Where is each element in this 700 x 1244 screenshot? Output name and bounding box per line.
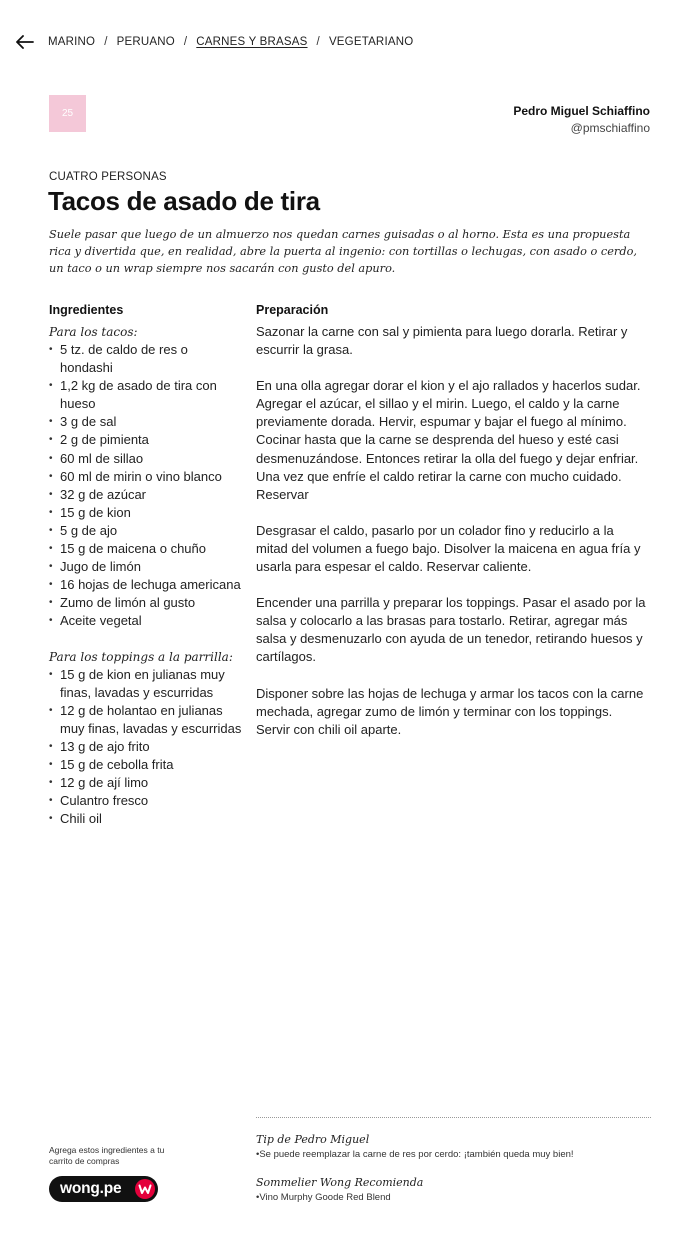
ingredient-item: • 60 ml de sillao xyxy=(49,450,244,468)
ingredient-item: • 1,2 kg de asado de tira con hueso xyxy=(49,377,244,413)
wong-cart-button[interactable] xyxy=(49,1176,158,1202)
sommelier-tip xyxy=(256,1176,651,1203)
preparation-heading: Preparación xyxy=(256,303,329,317)
author-name: Pedro Miguel Schiaffino xyxy=(513,104,650,118)
ingredient-item: • 12 g de holantao en julianas muy finas, lavadas y escurridas xyxy=(49,702,244,738)
ingredient-item: • 15 g de kion xyxy=(49,504,244,522)
wong-logo-text: wong.pe xyxy=(60,1180,122,1197)
ingredient-item: • 60 ml de mirin o vino blanco xyxy=(49,468,244,486)
breadcrumb-separator: / xyxy=(183,36,188,48)
ingredient-item: • 12 g de ají limo xyxy=(49,774,244,792)
ingredient-item: • 15 g de cebolla frita xyxy=(49,756,244,774)
recipe-intro: Suele pasar que luego de un almuerzo nos quedan carnes guisadas o al horno. Esta es una propuesta rica y divertida que, en realidad, abre la puerta al ingenio: con tortillas o lechugas, con asado o cerdo, un taco o un wrap siempre nos sacarán con gusto del apuro. xyxy=(49,228,637,275)
ingredient-item: • Chili oil xyxy=(49,810,244,828)
breadcrumb xyxy=(48,36,413,48)
breadcrumb-vegetariano[interactable]: VEGETARIANO xyxy=(328,36,414,48)
ingredient-item: • Aceite vegetal xyxy=(49,612,244,630)
ingredient-list-toppings xyxy=(49,666,244,829)
servings-label: CUATRO PERSONAS xyxy=(49,171,167,183)
page-number-badge: 25 xyxy=(49,95,86,132)
ingredient-item: • Jugo de limón xyxy=(49,558,244,576)
arrow-left-icon[interactable] xyxy=(14,31,36,53)
ingredient-item: • Culantro fresco xyxy=(49,792,244,810)
sommelier-text: •Vino Murphy Goode Red Blend xyxy=(256,1192,391,1203)
recipe-title: Tacos de asado de tira xyxy=(48,186,320,216)
footer-divider xyxy=(256,1117,651,1118)
chef-tip xyxy=(256,1133,651,1160)
ingredient-item: • 13 g de ajo frito xyxy=(49,738,244,756)
preparation-step: Encender una parrilla y preparar los toppings. Pasar el asado por la salsa y colocarlo a las brasas para tostarlo. Retirar, agregar más salsa y desmenuzarlo con ayuda de un tenedor, retirando huesos y cartílagos. xyxy=(256,595,646,665)
top-nav xyxy=(14,30,413,54)
preparation-step: En una olla agregar dorar el kion y el ajo rallados y hacerlos sudar. Agregar el azúcar, el sillao y el mirin. Luego, el caldo y la carne previamente dorada. Hervir, espumar y bajar el fuego al mínimo. Cocinar hasta que la carne se desprenda del hueso y esté casi desmenuzándose. Entonces retirar la olla del fuego y dejar enfriar. Una vez que enfríe el caldo retirar la carne con mucho cuidado. Reservar xyxy=(256,378,641,502)
ingredients-section xyxy=(49,303,244,828)
ingredient-item: • 5 g de ajo xyxy=(49,522,244,540)
sommelier-heading: Sommelier Wong Recomienda xyxy=(256,1176,424,1189)
author-handle[interactable]: @pmschiaffino xyxy=(570,121,650,135)
breadcrumb-separator: / xyxy=(316,36,320,48)
ingredient-group-title: Para los tacos: xyxy=(49,325,138,339)
ingredients-heading: Ingredientes xyxy=(49,303,124,317)
ingredient-item: • 5 tz. de caldo de res o hondashi xyxy=(49,341,244,377)
breadcrumb-separator: / xyxy=(104,36,108,48)
tip-heading: Tip de Pedro Miguel xyxy=(256,1133,370,1146)
preparation-section xyxy=(256,303,648,757)
preparation-step: Sazonar la carne con sal y pimienta para luego dorarla. Retirar y escurrir la grasa. xyxy=(256,324,628,358)
ingredient-item: • Zumo de limón al gusto xyxy=(49,594,244,612)
tip-text: •Se puede reemplazar la carne de res por cerdo: ¡también queda muy bien! xyxy=(256,1149,574,1160)
breadcrumb-peruano[interactable]: PERUANO xyxy=(116,36,175,48)
preparation-step: Desgrasar el caldo, pasarlo por un colador fino y reducirlo a la mitad del volumen a fuego bajo. Disolver la maicena en agua fría y usarla para espesar el caldo. Reservar caliente. xyxy=(256,522,641,575)
ingredient-group-title: Para los toppings a la parrilla: xyxy=(49,649,233,664)
ingredient-item: • 15 g de maicena o chuño xyxy=(49,540,244,558)
preparation-step: Disponer sobre las hojas de lechuga y armar los tacos con la carne mechada, agregar zumo de limón y terminar con los toppings. Servir con chili oil aparte. xyxy=(256,685,644,737)
breadcrumb-marino[interactable]: MARINO xyxy=(48,36,96,48)
ingredient-item: • 15 g de kion en julianas muy finas, lavadas y escurridas xyxy=(49,666,244,702)
spacer xyxy=(49,631,244,648)
author-block xyxy=(513,104,650,135)
ingredient-item: • 2 g de pimienta xyxy=(49,431,244,449)
ingredient-item: • 32 g de azúcar xyxy=(49,486,244,504)
ingredient-item: • 16 hojas de lechuga americana xyxy=(49,576,244,594)
ingredient-list-tacos xyxy=(49,341,244,631)
breadcrumb-carnes-y-brasas[interactable]: CARNES Y BRASAS xyxy=(196,36,308,48)
cart-prompt: Agrega estos ingredientes a tu carrito de compras xyxy=(49,1145,165,1166)
ingredient-item: • 3 g de sal xyxy=(49,413,244,431)
wong-logo-icon xyxy=(135,1179,155,1199)
